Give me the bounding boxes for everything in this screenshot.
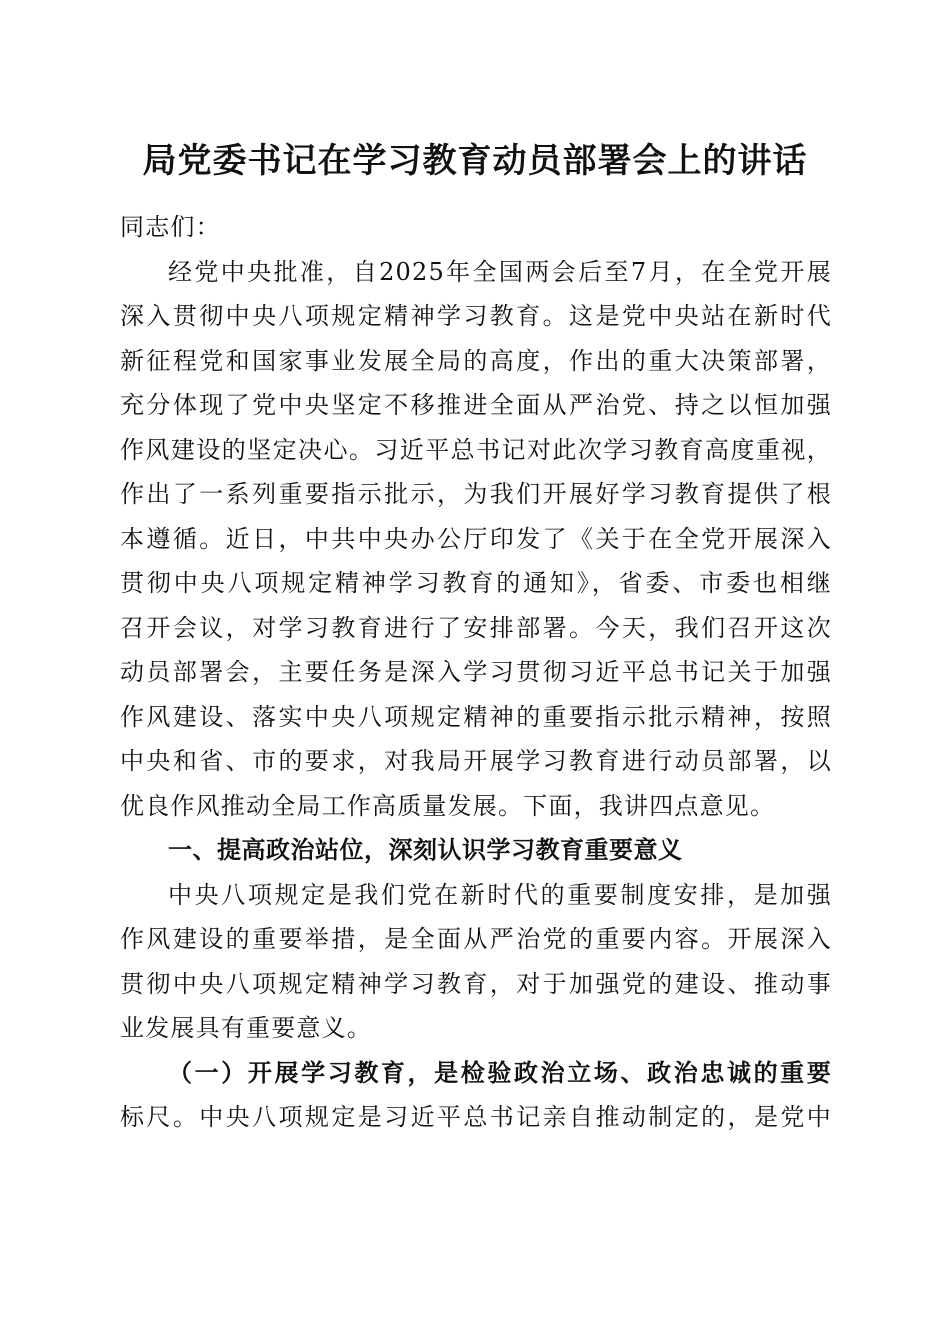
paragraph-line: 中央和省、市的要求，对我局开展学习教育进行动员部署，以	[120, 747, 832, 775]
subsection-heading-line: （一）开展学习教育，是检验政治立场、政治忠诚的重要	[168, 1057, 832, 1087]
paragraph-line: 深入贯彻中央八项规定精神学习教育。这是党中央站在新时代	[120, 302, 832, 330]
salutation: 同志们：	[120, 213, 221, 241]
paragraph-significance	[120, 873, 832, 1051]
paragraph-line: 贯彻中央八项规定精神学习教育，对于加强党的建设、推动事	[120, 969, 832, 998]
paragraph-line: 经党中央批准，自2025年全国两会后至7月，在全党开展	[168, 257, 832, 286]
paragraph-line: 动员部署会，主要任务是深入学习贯彻习近平总书记关于加强	[120, 658, 832, 686]
paragraph-line: 作风建设、落实中央八项规定精神的重要指示批示精神，按照	[120, 702, 832, 731]
document-body	[120, 205, 832, 1140]
document-title: 局党委书记在学习教育动员部署会上的讲话	[142, 141, 808, 181]
paragraph-subsection-1	[120, 1051, 832, 1140]
paragraph-line: 标尺。中央八项规定是习近平总书记亲自推动制定的，是党中	[120, 1103, 832, 1131]
paragraph-line: 作风建设的重要举措，是全面从严治党的重要内容。开展深入	[120, 925, 832, 953]
paragraph-line: 作出了一系列重要指示批示，为我们开展好学习教育提供了根	[120, 480, 832, 508]
paragraph-line: 充分体现了党中央坚定不移推进全面从严治党、持之以恒加强	[120, 391, 832, 419]
paragraph-intro	[120, 250, 832, 829]
paragraph-line: 本遵循。近日，中共中央办公厅印发了《关于在全党开展深入	[120, 524, 832, 553]
paragraph-line: 优良作风推动全局工作高质量发展。下面，我讲四点意见。	[120, 791, 776, 820]
paragraph-line: 作风建设的坚定决心。习近平总书记对此次学习教育高度重视，	[120, 435, 832, 464]
paragraph-line: 新征程党和国家事业发展全局的高度，作出的重大决策部署，	[120, 346, 832, 375]
paragraph-line: 中央八项规定是我们党在新时代的重要制度安排，是加强	[168, 880, 832, 909]
section-heading-1: 一、提高政治站位，深刻认识学习教育重要意义	[168, 836, 683, 864]
paragraph-line: 召开会议，对学习教育进行了安排部署。今天，我们召开这次	[120, 613, 832, 642]
paragraph-line: 贯彻中央八项规定精神学习教育的通知》，省委、市委也相继	[120, 569, 832, 597]
paragraph-line: 业发展具有重要意义。	[120, 1014, 372, 1042]
